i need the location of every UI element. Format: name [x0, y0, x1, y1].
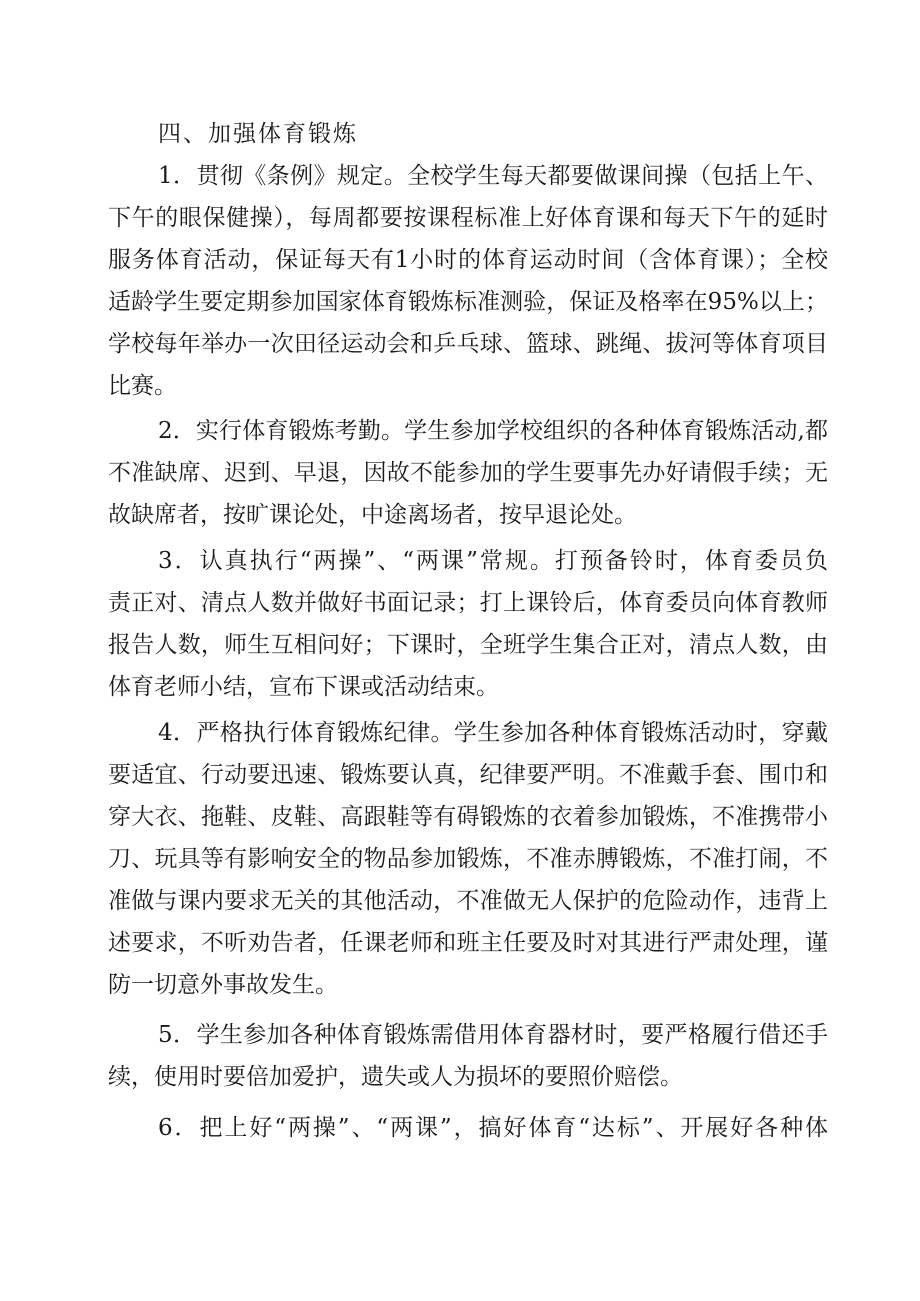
paragraph-3-line-1: 3．认真执行“两操”、“两课”常规。打预备铃时，体育委员负	[158, 548, 828, 574]
paragraph-1-line-5: 学校每年举办一次田径运动会和乒乓球、篮球、跳绳、拔河等体育项目	[108, 331, 828, 357]
paragraph-4-line-7: 防一切意外事故发生。	[108, 972, 338, 998]
paragraph-2-line-1: 2．实行体育锻炼考勤。学生参加学校组织的各种体育锻炼活动,都	[158, 418, 828, 444]
paragraph-2-line-3: 故缺席者，按旷课论处，中途离场者，按早退论处。	[108, 502, 637, 528]
paragraph-3-line-4: 体育老师小结，宣布下课或活动结束。	[108, 674, 499, 700]
section-heading: 四、加强体育锻炼	[158, 121, 358, 147]
paragraph-4-line-3: 穿大衣、拖鞋、皮鞋、高跟鞋等有碍锻炼的衣着参加锻炼，不准携带小	[108, 804, 828, 830]
paragraph-2-line-2: 不准缺席、迟到、早退，因故不能参加的学生要事先办好请假手续；无	[108, 460, 828, 486]
paragraph-1-line-1: 1．贯彻《条例》规定。全校学生每天都要做课间操（包括上午、	[158, 163, 828, 189]
paragraph-1-line-6: 比赛。	[108, 373, 177, 399]
paragraph-5-line-1: 5．学生参加各种体育锻炼需借用体育器材时，要严格履行借还手	[158, 1022, 828, 1048]
paragraph-3-line-3: 报告人数，师生互相问好；下课时，全班学生集合正对，清点人数，由	[108, 632, 828, 658]
paragraph-4-line-5: 准做与课内要求无关的其他活动，不准做无人保护的危险动作，违背上	[108, 888, 828, 914]
paragraph-4-line-1: 4．严格执行体育锻炼纪律。学生参加各种体育锻炼活动时，穿戴	[158, 720, 828, 746]
paragraph-4-line-6: 述要求，不听劝告者，任课老师和班主任要及时对其进行严肃处理，谨	[108, 930, 828, 956]
paragraph-6-line-1: 6．把上好“两操”、“两课”，搞好体育“达标”、开展好各种体	[158, 1115, 828, 1141]
paragraph-1-line-3: 服务体育活动，保证每天有1小时的体育运动时间（含体育课）；全校	[108, 247, 828, 273]
paragraph-1-line-4: 适龄学生要定期参加国家体育锻炼标准测验，保证及格率在95%以上；	[108, 289, 828, 315]
paragraph-3-line-2: 责正对、清点人数并做好书面记录；打上课铃后，体育委员向体育教师	[108, 590, 828, 616]
paragraph-4-line-2: 要适宜、行动要迅速、锻炼要认真，纪律要严明。不准戴手套、围巾和	[108, 762, 828, 788]
paragraph-4-line-4: 刀、玩具等有影响安全的物品参加锻炼，不准赤膊锻炼，不准打闹，不	[108, 846, 828, 872]
paragraph-5-line-2: 续，使用时要倍加爱护，遗失或人为损坏的要照价赔偿。	[108, 1064, 683, 1090]
paragraph-1-line-2: 下午的眼保健操），每周都要按课程标准上好体育课和每天下午的延时	[108, 205, 828, 231]
